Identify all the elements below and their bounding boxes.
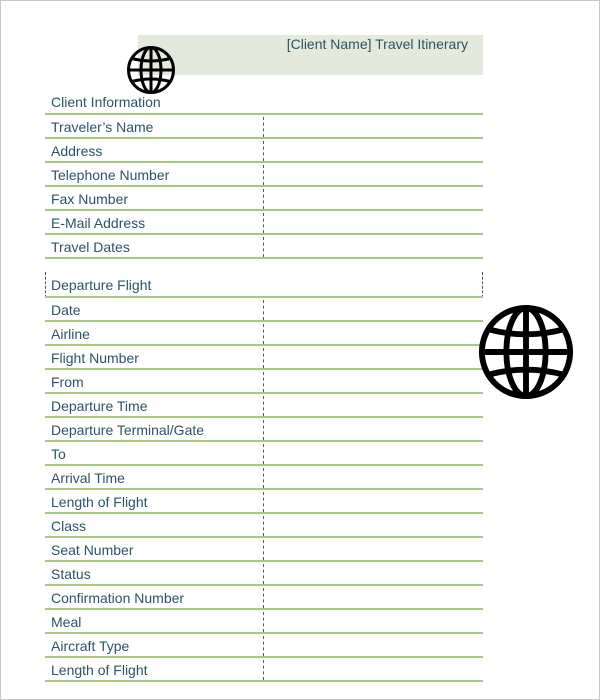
column-divider — [263, 468, 264, 488]
column-divider — [263, 237, 264, 257]
column-divider — [263, 588, 264, 608]
flight-row — [45, 466, 483, 490]
column-divider — [263, 492, 264, 512]
flight-field-label: Departure Time — [51, 398, 148, 414]
flight-field-label: Status — [51, 566, 91, 582]
column-divider — [263, 372, 264, 392]
flight-row — [45, 322, 483, 346]
flight-row — [45, 394, 483, 418]
flight-row — [45, 370, 483, 394]
flight-field-label: Confirmation Number — [51, 590, 185, 606]
column-divider — [263, 444, 264, 464]
flight-field-label: To — [51, 446, 66, 462]
client-section-title: Client Information — [51, 94, 161, 110]
column-divider — [263, 516, 264, 536]
flight-field-label: Aircraft Type — [51, 638, 130, 654]
client-field-label: Traveler’s Name — [51, 119, 154, 135]
flight-row — [45, 490, 483, 514]
column-divider — [263, 324, 264, 344]
flight-row — [45, 418, 483, 442]
column-divider — [263, 636, 264, 656]
flight-field-label: Airline — [51, 326, 90, 342]
column-divider — [263, 165, 264, 185]
flight-row — [45, 562, 483, 586]
flight-row — [45, 346, 483, 370]
column-divider — [263, 348, 264, 368]
client-row — [45, 139, 483, 163]
client-field-label: E-Mail Address — [51, 215, 146, 231]
itinerary-title: [Client Name] Travel Itinerary — [286, 36, 468, 52]
client-row — [45, 115, 483, 139]
header-band — [138, 35, 483, 75]
client-field-label: Telephone Number — [51, 167, 170, 183]
client-row — [45, 235, 483, 259]
row-rule — [45, 257, 483, 259]
flight-field-label: Seat Number — [51, 542, 134, 558]
column-divider — [263, 612, 264, 632]
column-divider — [263, 660, 264, 680]
flight-field-label: Class — [51, 518, 87, 534]
column-divider — [263, 141, 264, 161]
departure-flight-table — [45, 298, 483, 682]
flight-row — [45, 298, 483, 322]
column-divider — [263, 420, 264, 440]
departure-flight-header — [45, 272, 483, 298]
globe-icon — [477, 303, 575, 401]
client-row — [45, 187, 483, 211]
flight-row — [45, 514, 483, 538]
flight-row — [45, 658, 483, 682]
globe-icon — [126, 45, 176, 95]
client-info-table — [45, 115, 483, 259]
client-field-label: Travel Dates — [51, 239, 130, 255]
client-field-label: Fax Number — [51, 191, 129, 207]
flight-row — [45, 610, 483, 634]
column-divider — [263, 213, 264, 233]
flight-field-label: Departure Terminal/Gate — [51, 422, 205, 438]
flight-row — [45, 634, 483, 658]
column-divider — [263, 564, 264, 584]
flight-row — [45, 586, 483, 610]
client-row — [45, 163, 483, 187]
flight-row — [45, 538, 483, 562]
column-divider — [263, 396, 264, 416]
flight-field-label: From — [51, 374, 84, 390]
flight-field-label: Arrival Time — [51, 470, 125, 486]
flight-field-label: Meal — [51, 614, 82, 630]
flight-field-label: Length of Flight — [51, 662, 148, 678]
client-row — [45, 211, 483, 235]
column-divider — [263, 117, 264, 137]
flight-row — [45, 442, 483, 466]
flight-field-label: Date — [51, 302, 81, 318]
row-rule — [45, 680, 483, 682]
flight-field-label: Length of Flight — [51, 494, 148, 510]
column-divider — [263, 300, 264, 320]
client-field-label: Address — [51, 143, 103, 159]
column-divider — [263, 189, 264, 209]
column-divider — [263, 540, 264, 560]
flight-field-label: Flight Number — [51, 350, 139, 366]
flight-section-title: Departure Flight — [51, 277, 152, 293]
